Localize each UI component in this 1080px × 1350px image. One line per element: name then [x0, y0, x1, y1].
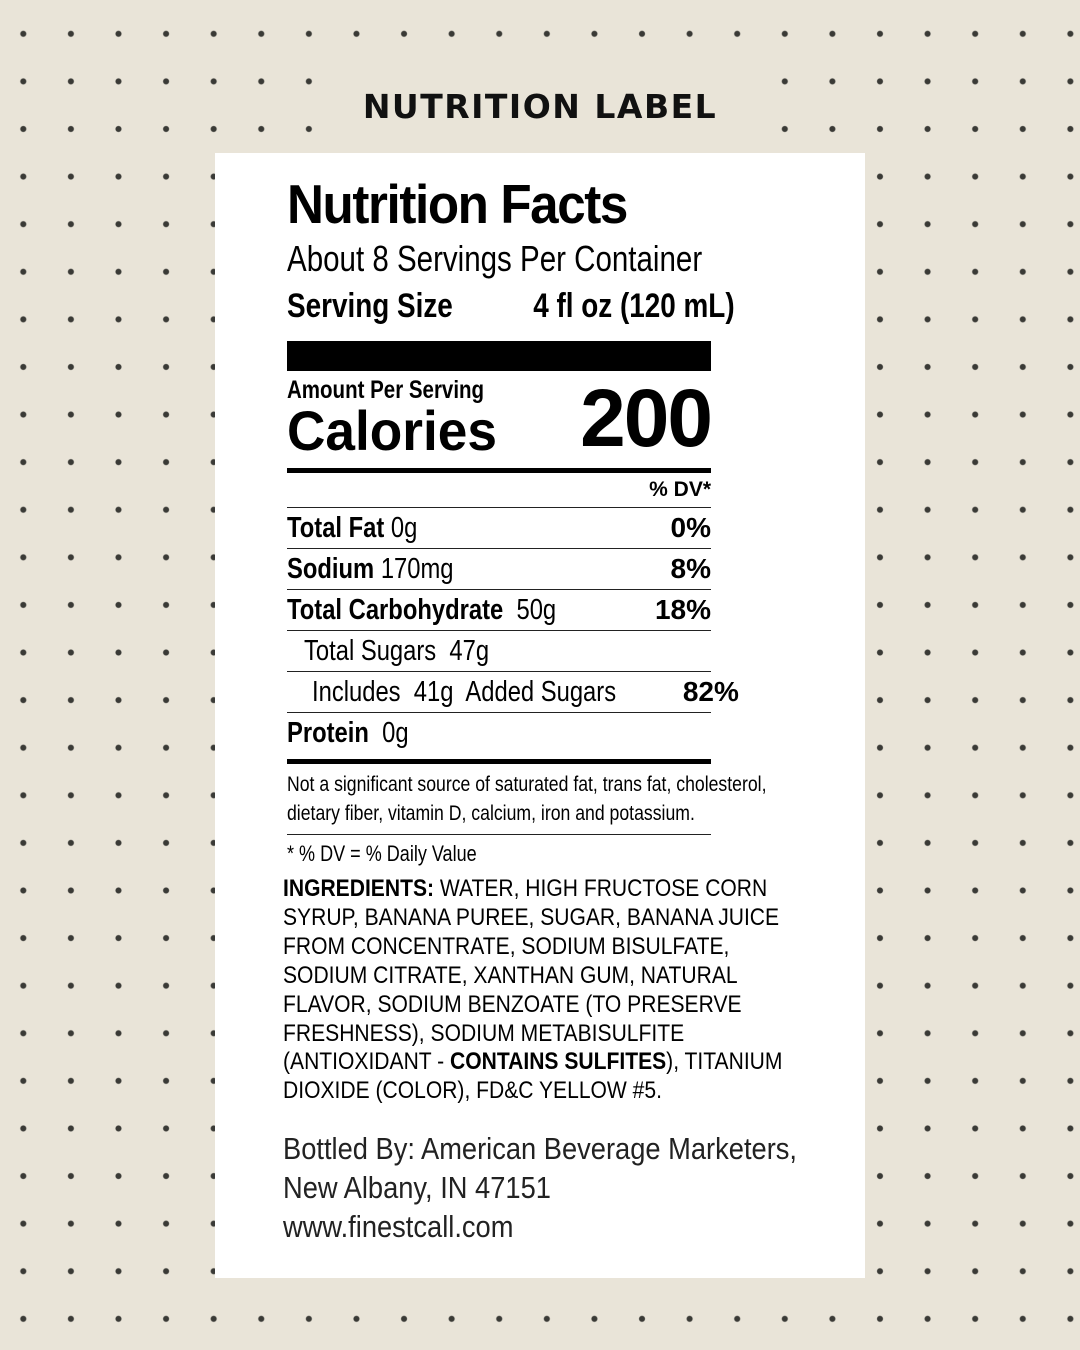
nutrient-row-total-fat — [287, 507, 711, 548]
footnote-line: dietary fiber, vitamin D, calcium, iron and potassium. — [287, 802, 695, 825]
nutrient-row-total-carbohydrate — [287, 589, 711, 630]
daily-value-note — [287, 837, 711, 871]
nutrient-label: Protein 0g — [287, 717, 409, 749]
ingredients-list — [283, 875, 803, 1106]
bottler-address: New Albany, IN 47151 — [283, 1170, 551, 1205]
daily-value-note-text: * % DV = % Daily Value — [287, 841, 477, 866]
amount-per-serving-text: Amount Per Serving — [287, 376, 485, 404]
nutrient-dv: 0% — [670, 512, 711, 543]
thick-divider — [287, 341, 711, 371]
bottler-info — [283, 1129, 863, 1246]
label-card — [215, 153, 865, 1278]
page-heading: NUTRITION LABEL — [330, 72, 750, 142]
servings-per-container — [287, 237, 711, 281]
footnote — [287, 770, 767, 835]
nutrient-label: Sodium 170mg — [287, 553, 454, 585]
bottler-name: Bottled By: American Beverage Marketers, — [283, 1131, 798, 1166]
ingredients-line: (ANTIOXIDANT - CONTAINS SULFITES), TITANIUM — [283, 1048, 783, 1076]
nutrient-row-total-sugars — [287, 630, 711, 671]
nutrient-row-protein — [287, 712, 711, 753]
bottom-divider — [287, 759, 711, 764]
nutrient-row-sodium — [287, 548, 711, 589]
nutrient-label: Total Carbohydrate 50g — [287, 594, 557, 626]
ingredients-line: SYRUP, BANANA PUREE, SUGAR, BANANA JUICE — [283, 903, 780, 931]
nutrient-dv: 8% — [670, 553, 711, 584]
nutrient-row-added-sugars — [287, 671, 739, 712]
ingredients-line: FRESHNESS), SODIUM METABISULFITE — [283, 1019, 685, 1047]
serving-size-row — [287, 283, 735, 329]
ingredients-line: FLAVOR, SODIUM BENZOATE (TO PRESERVE — [283, 990, 742, 1018]
calories-value: 200 — [580, 373, 711, 464]
dv-header: % DV* — [649, 478, 711, 501]
nutrient-dv: 18% — [654, 594, 711, 625]
nutrient-label: Total Fat 0g — [287, 512, 418, 544]
ingredients-line: DIOXIDE (COLOR), FD&C YELLOW #5. — [283, 1077, 662, 1105]
serving-size-value: 4 fl oz (120 mL) — [533, 287, 735, 325]
ingredients-line: INGREDIENTS: WATER, HIGH FRUCTOSE CORN — [283, 875, 768, 902]
ingredients-line: SODIUM CITRATE, XANTHAN GUM, NATURAL — [283, 961, 738, 989]
nutrient-label: Total Sugars 47g — [304, 635, 490, 667]
nutrient-label: Includes 41g Added Sugars — [312, 676, 617, 708]
serving-size-label: Serving Size — [287, 287, 453, 325]
bottler-website: www.finestcall.com — [283, 1209, 514, 1244]
nutrition-facts-title: Nutrition Facts — [287, 173, 627, 235]
calories-label: Calories — [287, 399, 497, 462]
ingredients-line: FROM CONCENTRATE, SODIUM BISULFATE, — [283, 932, 730, 960]
nutrient-dv: 82% — [682, 676, 739, 707]
nutrition-facts-panel — [287, 171, 767, 871]
footnote-line: Not a significant source of saturated fat, trans fat, cholesterol, — [287, 773, 767, 796]
servings-per-container-text: About 8 Servings Per Container — [287, 238, 703, 279]
